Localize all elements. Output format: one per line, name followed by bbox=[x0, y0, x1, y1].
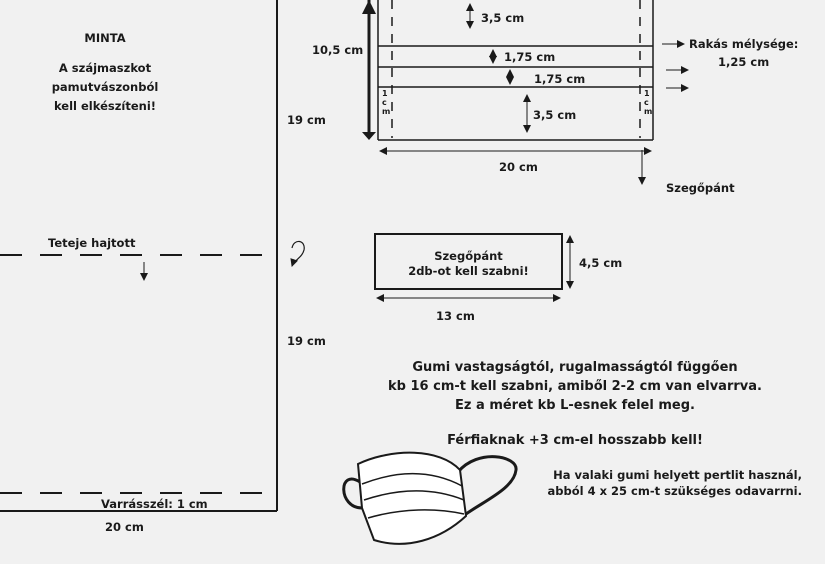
pattern-note-line-2: pamutvászonból bbox=[51, 80, 159, 94]
pleat-1-label: 1,75 cm bbox=[504, 50, 556, 64]
fold-hook-icon bbox=[292, 241, 304, 266]
total-height-label: 10,5 cm bbox=[312, 43, 364, 57]
margin-mark-left: 1 cm bbox=[382, 89, 391, 116]
seam-allowance-label: Varrásszél: 1 cm bbox=[101, 497, 208, 511]
height-upper-label: 19 cm bbox=[287, 113, 326, 127]
total-height-arrow bbox=[362, 0, 376, 140]
pleat-width-label: 20 cm bbox=[499, 160, 538, 174]
binding-strip-text-2: 2db-ot kell szabni! bbox=[408, 264, 529, 278]
face-mask-icon bbox=[344, 453, 516, 544]
stack-depth-value: 1,25 cm bbox=[718, 55, 770, 69]
pattern-title: MINTA bbox=[84, 31, 126, 45]
band-top-label: 3,5 cm bbox=[481, 11, 525, 25]
binding-arrow-label: Szegőpánt bbox=[666, 181, 735, 195]
binding-strip-text-1: Szegőpánt bbox=[434, 249, 503, 263]
tape-instruction-line-1: Ha valaki gumi helyett pertlit használ, bbox=[553, 468, 802, 482]
pleat-2-label: 1,75 cm bbox=[534, 72, 586, 86]
height-lower-label: 19 cm bbox=[287, 334, 326, 348]
pleat-dim-arrows bbox=[380, 4, 688, 184]
binding-width-label: 13 cm bbox=[436, 309, 475, 323]
elastic-instruction-line-2: kb 16 cm-t kell szabni, amiből 2-2 cm van elvarrva. bbox=[388, 379, 762, 394]
fold-label: Teteje hajtott bbox=[48, 236, 136, 250]
men-instruction: Férfiaknak +3 cm-el hosszabb kell! bbox=[447, 433, 703, 448]
band-bottom-label: 3,5 cm bbox=[533, 108, 577, 122]
margin-mark-right: 1 cm bbox=[644, 89, 653, 116]
pattern-note-line-1: A szájmaszkot bbox=[58, 61, 152, 75]
stack-depth-label: Rakás mélysége: bbox=[689, 37, 799, 51]
tape-instruction-line-2: abból 4 x 25 cm-t szükséges odavarrni. bbox=[547, 484, 802, 498]
elastic-instruction-line-3: Ez a méret kb L-esnek felel meg. bbox=[455, 398, 695, 413]
binding-height-label: 4,5 cm bbox=[579, 256, 623, 270]
pattern-note-line-3: kell elkészíteni! bbox=[53, 99, 157, 113]
pattern-width-label: 20 cm bbox=[105, 520, 144, 534]
elastic-instruction-line-1: Gumi vastagságtól, rugalmasságtól függően bbox=[412, 360, 738, 375]
